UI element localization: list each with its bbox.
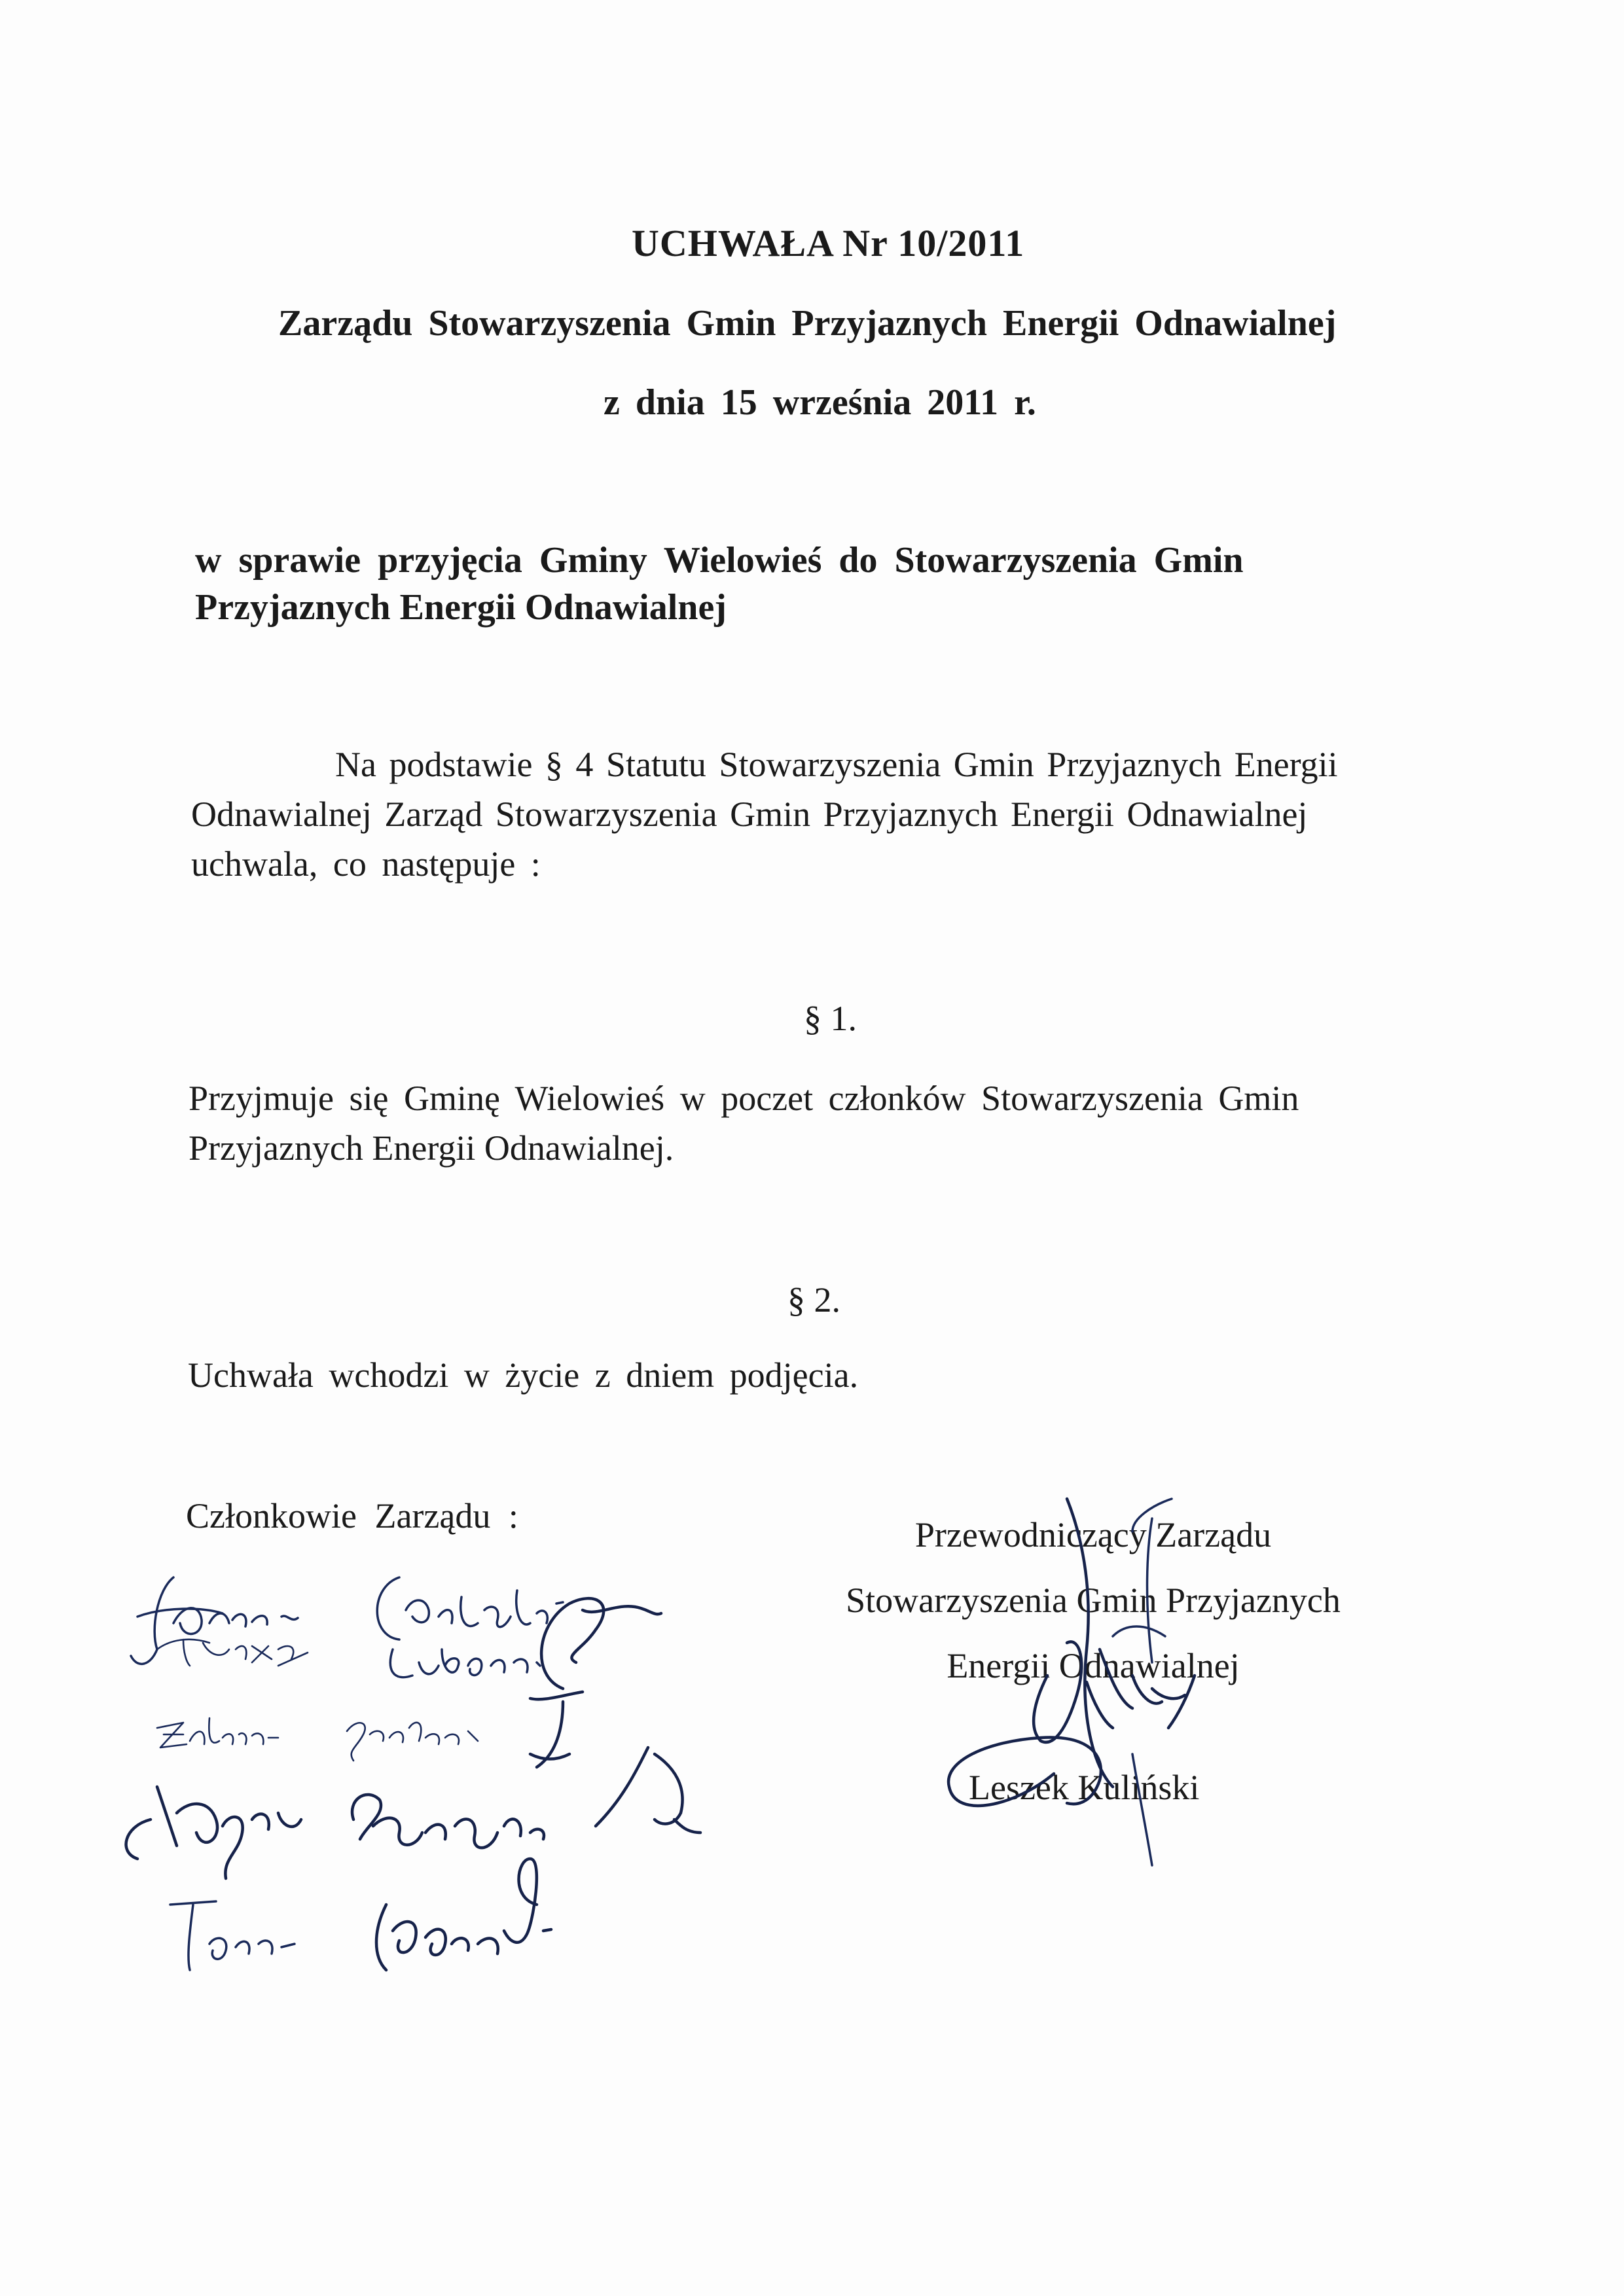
legal-basis <box>191 740 1468 889</box>
basis-line-3: uchwala, co następuje : <box>191 844 541 884</box>
section-1-heading: § 1. <box>804 999 857 1038</box>
section-2-heading: § 2. <box>787 1280 840 1319</box>
resolution-issuer: Zarządu Stowarzyszenia Gmin Przyjaznych Energii Odnawialnej <box>278 303 1337 344</box>
basis-line-1: Na podstawie § 4 Statutu Stowarzyszenia Gmin Przyjaznych Energii <box>335 745 1338 784</box>
chair-signature <box>936 1479 1263 1872</box>
resolution-subject <box>195 537 1308 631</box>
section-2-text: Uchwała wchodzi w życie z dniem podjęcia. <box>188 1355 859 1395</box>
chair-title-line-1: Przewodniczący Zarządu <box>914 1515 1272 1554</box>
board-members-signatures <box>111 1551 779 2022</box>
subject-line-1: w sprawie przyjęcia Gminy Wielowieś do Stowarzyszenia Gmin <box>195 540 1244 581</box>
subject-line-2: Przyjaznych Energii Odnawialnej <box>195 587 727 628</box>
chair-title-line-2: Stowarzyszenia Gmin Przyjaznych <box>846 1581 1341 1620</box>
section-1-line-1: Przyjmuje się Gminę Wielowieś w poczet członków Stowarzyszenia Gmin <box>189 1079 1299 1118</box>
resolution-title: UCHWAŁA Nr 10/2011 <box>632 222 1025 264</box>
section-1-line-2: Przyjaznych Energii Odnawialnej. <box>189 1128 674 1168</box>
basis-line-2: Odnawialnej Zarząd Stowarzyszenia Gmin Przyjaznych Energii Odnawialnej <box>191 795 1308 834</box>
chair-name: Leszek Kuliński <box>969 1768 1200 1807</box>
handwritten-signatures-drawing <box>111 1551 779 2022</box>
board-members-label: Członkowie Zarządu : <box>186 1496 518 1535</box>
section-1-text <box>189 1073 1465 1173</box>
resolution-date: z dnia 15 września 2011 r. <box>604 382 1036 423</box>
chair-title-line-3: Energii Odnawialnej <box>947 1646 1240 1685</box>
handwritten-chair-signature-drawing <box>936 1479 1263 1872</box>
